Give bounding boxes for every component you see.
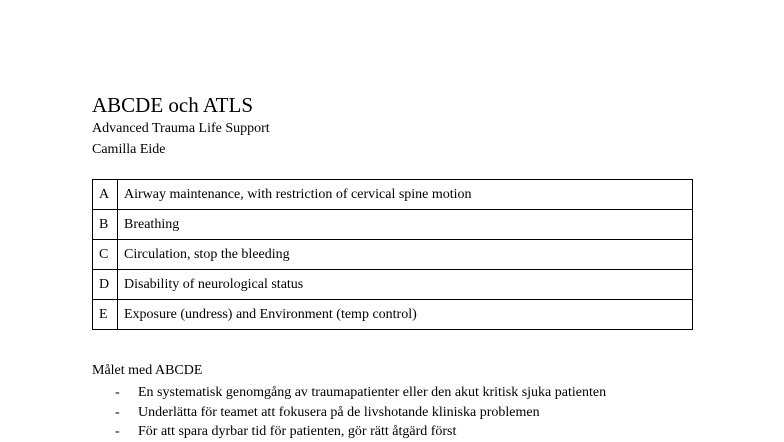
list-item [115, 383, 606, 403]
document-subtitle: Advanced Trauma Life Support [92, 121, 270, 136]
row-letter: D [93, 270, 118, 300]
list-bullet: - [115, 385, 120, 400]
row-letter: A [93, 180, 118, 210]
row-description: Airway maintenance, with restriction of cervical spine motion [118, 180, 693, 210]
table-row [93, 210, 693, 240]
list-item-text: För att spara dyrbar tid för patienten, gör rätt åtgärd först [138, 424, 457, 439]
row-description: Circulation, stop the bleeding [118, 240, 693, 270]
abcde-table [92, 179, 693, 330]
row-description: Breathing [118, 210, 693, 240]
table-row [93, 240, 693, 270]
list-item [115, 403, 606, 423]
list-bullet: - [115, 424, 120, 439]
row-description: Exposure (undress) and Environment (temp control) [118, 300, 693, 330]
table-row [93, 180, 693, 210]
table-row [93, 270, 693, 300]
row-letter: E [93, 300, 118, 330]
goals-list [115, 383, 606, 442]
row-letter: C [93, 240, 118, 270]
list-item-text: En systematisk genomgång av traumapatienter eller den akut kritisk sjuka patienten [138, 385, 607, 400]
list-bullet: - [115, 404, 120, 420]
row-letter: B [93, 210, 118, 240]
document-title: ABCDE och ATLS [92, 93, 254, 117]
table-row [93, 300, 693, 330]
list-item-text: Underlätta för teamet att fokusera på de livshotande kliniska problemen [138, 404, 540, 420]
goals-heading: Målet med ABCDE [92, 363, 203, 378]
document-author: Camilla Eide [92, 142, 166, 157]
row-description: Disability of neurological status [118, 270, 693, 300]
list-item [115, 422, 606, 442]
